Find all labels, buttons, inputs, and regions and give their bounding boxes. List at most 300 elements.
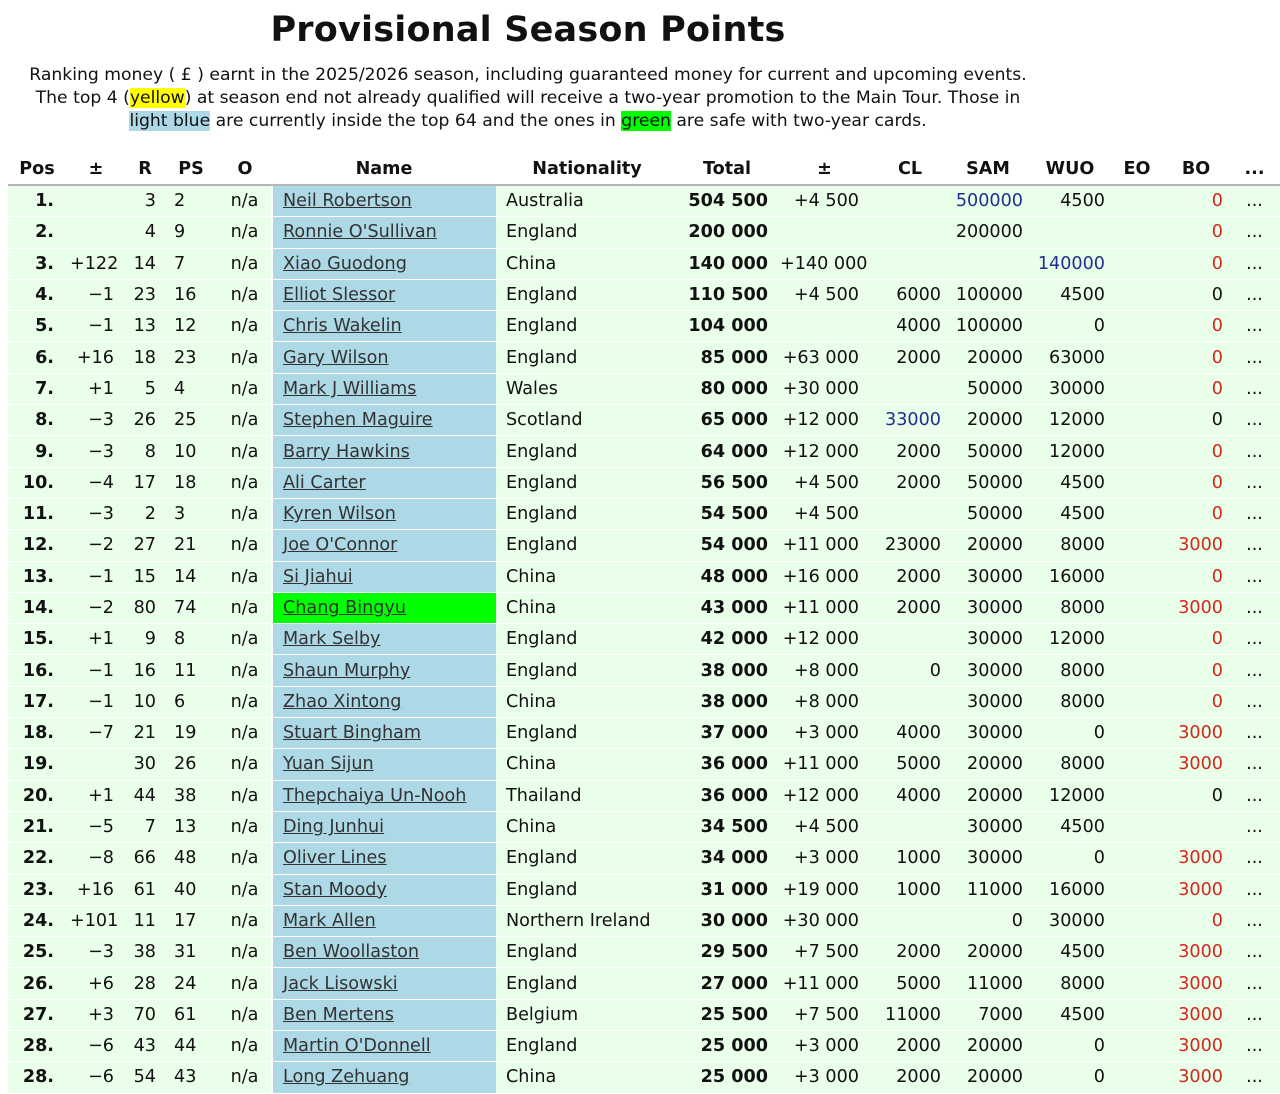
cell-pos: 20. — [8, 780, 66, 811]
cell-cl: 4000 — [873, 780, 947, 811]
cell-bo: 3000 — [1163, 999, 1229, 1030]
cell-more[interactable]: ... — [1229, 749, 1280, 780]
cell-eo — [1111, 279, 1163, 310]
table-row — [8, 718, 1280, 749]
cell-more[interactable]: ... — [1229, 405, 1280, 436]
col-header-total[interactable]: Total — [678, 154, 776, 185]
table-row — [8, 405, 1280, 436]
cell-name — [272, 342, 496, 373]
cell-total: 31 000 — [678, 874, 776, 905]
cell-points-change: +11 000 — [776, 592, 873, 623]
cell-rank-change: −2 — [66, 530, 126, 561]
cell-ps: 19 — [164, 718, 218, 749]
cell-cl — [873, 248, 947, 279]
cell-ps: 38 — [164, 780, 218, 811]
cell-bo: 0 — [1163, 405, 1229, 436]
cell-cl: 1000 — [873, 843, 947, 874]
cell-nationality: China — [496, 811, 678, 842]
cell-eo — [1111, 843, 1163, 874]
player-link[interactable]: Barry Hawkins — [283, 441, 410, 462]
cell-sam: 30000 — [947, 624, 1029, 655]
cell-pos: 7. — [8, 373, 66, 404]
cell-nationality: England — [496, 937, 678, 968]
cell-sam: 30000 — [947, 686, 1029, 717]
cell-cl: 4000 — [873, 311, 947, 342]
cell-nationality: China — [496, 248, 678, 279]
cell-cl: 1000 — [873, 874, 947, 905]
cell-points-change: +12 000 — [776, 405, 873, 436]
cell-name — [272, 624, 496, 655]
cell-ps: 74 — [164, 592, 218, 623]
cell-rank-change: −7 — [66, 718, 126, 749]
cell-more[interactable]: ... — [1229, 937, 1280, 968]
cell-name — [272, 718, 496, 749]
table-row — [8, 1062, 1280, 1093]
col-header-pos[interactable]: Pos — [8, 154, 66, 185]
table-row — [8, 686, 1280, 717]
page-description — [14, 64, 1042, 133]
cell-bo: 0 — [1163, 780, 1229, 811]
cell-rank-change: −1 — [66, 655, 126, 686]
cell-wuo: 0 — [1029, 1031, 1111, 1062]
cell-pos: 24. — [8, 905, 66, 936]
player-link[interactable]: Long Zehuang — [283, 1067, 410, 1088]
cell-cl — [873, 811, 947, 842]
cell-more[interactable]: ... — [1229, 1062, 1280, 1093]
cell-cl: 0 — [873, 655, 947, 686]
cell-more[interactable]: ... — [1229, 373, 1280, 404]
cell-ps: 61 — [164, 999, 218, 1030]
table-row — [8, 217, 1280, 248]
cell-o: n/a — [218, 436, 272, 467]
col-header-bo[interactable]: BO — [1163, 154, 1229, 185]
cell-r: 54 — [126, 1062, 164, 1093]
cell-r: 7 — [126, 811, 164, 842]
cell-pos: 17. — [8, 686, 66, 717]
cell-bo: 3000 — [1163, 937, 1229, 968]
col-header-cl[interactable]: CL — [873, 154, 947, 185]
table-row — [8, 592, 1280, 623]
player-link[interactable]: Joe O'Connor — [283, 535, 398, 556]
cell-bo: 3000 — [1163, 968, 1229, 999]
cell-o: n/a — [218, 217, 272, 248]
cell-name — [272, 968, 496, 999]
cell-rank-change — [66, 749, 126, 780]
cell-name — [272, 373, 496, 404]
cell-ps: 8 — [164, 624, 218, 655]
cell-r: 27 — [126, 530, 164, 561]
cell-rank-change: +16 — [66, 874, 126, 905]
player-link[interactable]: Jack Lisowski — [283, 973, 398, 994]
cell-eo — [1111, 436, 1163, 467]
cell-nationality: England — [496, 1031, 678, 1062]
cell-total: 80 000 — [678, 373, 776, 404]
cell-o: n/a — [218, 1031, 272, 1062]
cell-cl: 2000 — [873, 592, 947, 623]
cell-r: 8 — [126, 436, 164, 467]
cell-sam: 50000 — [947, 467, 1029, 498]
cell-o: n/a — [218, 811, 272, 842]
cell-sam: 200000 — [947, 217, 1029, 248]
cell-ps: 26 — [164, 749, 218, 780]
cell-pos: 25. — [8, 937, 66, 968]
player-link[interactable]: Xiao Guodong — [283, 253, 407, 274]
cell-rank-change: +1 — [66, 373, 126, 404]
col-header-name[interactable]: Name — [272, 154, 496, 185]
player-link[interactable]: Stan Moody — [283, 879, 387, 900]
cell-r: 3 — [126, 185, 164, 217]
cell-more[interactable]: ... — [1229, 217, 1280, 248]
cell-bo: 3000 — [1163, 592, 1229, 623]
cell-total: 65 000 — [678, 405, 776, 436]
cell-rank-change: +101 — [66, 905, 126, 936]
cell-pos: 2. — [8, 217, 66, 248]
cell-rank-change: +3 — [66, 999, 126, 1030]
player-link[interactable]: Ding Junhui — [283, 817, 385, 838]
cell-eo — [1111, 874, 1163, 905]
cell-name — [272, 436, 496, 467]
player-link[interactable]: Zhao Xintong — [283, 691, 402, 712]
player-link[interactable]: Mark Allen — [283, 910, 376, 931]
cell-more[interactable]: ... — [1229, 592, 1280, 623]
cell-nationality: England — [496, 436, 678, 467]
cell-more[interactable]: ... — [1229, 436, 1280, 467]
cell-eo — [1111, 968, 1163, 999]
cell-points-change: +63 000 — [776, 342, 873, 373]
cell-name — [272, 655, 496, 686]
cell-r: 80 — [126, 592, 164, 623]
cell-eo — [1111, 467, 1163, 498]
cell-nationality: Northern Ireland — [496, 905, 678, 936]
cell-more[interactable]: ... — [1229, 624, 1280, 655]
cell-points-change — [776, 217, 873, 248]
cell-total: 27 000 — [678, 968, 776, 999]
cell-more[interactable]: ... — [1229, 530, 1280, 561]
cell-cl: 6000 — [873, 279, 947, 310]
cell-more[interactable]: ... — [1229, 874, 1280, 905]
cell-bo: 0 — [1163, 498, 1229, 529]
cell-points-change: +7 500 — [776, 999, 873, 1030]
cell-name — [272, 279, 496, 310]
player-link[interactable]: Stuart Bingham — [283, 723, 422, 744]
cell-cl: 2000 — [873, 561, 947, 592]
player-link[interactable]: Neil Robertson — [283, 191, 412, 212]
cell-more[interactable]: ... — [1229, 248, 1280, 279]
cell-rank-change: −1 — [66, 279, 126, 310]
player-link[interactable]: Mark Selby — [283, 629, 381, 650]
cell-r: 10 — [126, 686, 164, 717]
player-link[interactable]: Yuan Sijun — [283, 754, 374, 775]
cell-sam: 30000 — [947, 561, 1029, 592]
col-header-points-change[interactable]: ± — [776, 154, 873, 185]
cell-cl: 23000 — [873, 530, 947, 561]
cell-ps: 9 — [164, 217, 218, 248]
cell-wuo: 8000 — [1029, 686, 1111, 717]
cell-ps: 24 — [164, 968, 218, 999]
col-header-o[interactable]: O — [218, 154, 272, 185]
cell-pos: 5. — [8, 311, 66, 342]
cell-more[interactable]: ... — [1229, 780, 1280, 811]
cell-eo — [1111, 217, 1163, 248]
table-row — [8, 248, 1280, 279]
cell-cl: 2000 — [873, 436, 947, 467]
cell-total: 54 000 — [678, 530, 776, 561]
cell-sam: 20000 — [947, 937, 1029, 968]
cell-rank-change: −3 — [66, 405, 126, 436]
cell-more[interactable]: ... — [1229, 999, 1280, 1030]
cell-cl — [873, 686, 947, 717]
cell-eo — [1111, 405, 1163, 436]
cell-wuo: 4500 — [1029, 467, 1111, 498]
watermark — [560, 1044, 730, 1064]
cell-wuo: 8000 — [1029, 592, 1111, 623]
cell-more[interactable]: ... — [1229, 498, 1280, 529]
cell-ps: 18 — [164, 467, 218, 498]
cell-name — [272, 1031, 496, 1062]
cell-points-change: +30 000 — [776, 373, 873, 404]
light-blue-highlight: light blue — [129, 111, 211, 131]
cell-sam: 11000 — [947, 968, 1029, 999]
cell-wuo: 4500 — [1029, 811, 1111, 842]
cell-more[interactable]: ... — [1229, 467, 1280, 498]
cell-cl: 2000 — [873, 1062, 947, 1093]
cell-sam: 20000 — [947, 1062, 1029, 1093]
cell-nationality: Thailand — [496, 780, 678, 811]
cell-cl — [873, 624, 947, 655]
cell-wuo: 12000 — [1029, 624, 1111, 655]
cell-more[interactable]: ... — [1229, 843, 1280, 874]
cell-eo — [1111, 1031, 1163, 1062]
cell-sam: 50000 — [947, 498, 1029, 529]
player-link[interactable]: Shaun Murphy — [283, 660, 411, 681]
cell-r: 13 — [126, 311, 164, 342]
col-header-wuo[interactable]: WUO — [1029, 154, 1111, 185]
player-link[interactable]: Thepchaiya Un-Nooh — [283, 785, 467, 806]
cell-sam: 30000 — [947, 592, 1029, 623]
cell-o: n/a — [218, 498, 272, 529]
col-header-sam[interactable]: SAM — [947, 154, 1029, 185]
cell-o: n/a — [218, 999, 272, 1030]
player-link[interactable]: Gary Wilson — [283, 347, 389, 368]
cell-sam: 50000 — [947, 373, 1029, 404]
player-link[interactable]: Mark J Williams — [283, 378, 417, 399]
table-row — [8, 185, 1280, 217]
player-link[interactable]: Martin O'Donnell — [283, 1036, 431, 1057]
cell-o: n/a — [218, 1062, 272, 1093]
table-row — [8, 874, 1280, 905]
cell-wuo: 4500 — [1029, 498, 1111, 529]
cell-o: n/a — [218, 843, 272, 874]
cell-eo — [1111, 937, 1163, 968]
cell-rank-change: −2 — [66, 592, 126, 623]
cell-total: 200 000 — [678, 217, 776, 248]
cell-cl: 2000 — [873, 342, 947, 373]
cell-points-change: +3 000 — [776, 843, 873, 874]
cell-rank-change: +1 — [66, 624, 126, 655]
cell-o: n/a — [218, 342, 272, 373]
cell-bo: 0 — [1163, 905, 1229, 936]
cell-points-change: +16 000 — [776, 561, 873, 592]
col-header-nationality[interactable]: Nationality — [496, 154, 678, 185]
player-link[interactable]: Chris Wakelin — [283, 316, 402, 337]
cell-r: 14 — [126, 248, 164, 279]
description-text-2: ) at season end not already qualified will receive a two-year promotion to the Main Tour. Those in — [184, 88, 1021, 108]
player-link[interactable]: Si Jiahui — [283, 566, 353, 587]
cell-r: 18 — [126, 342, 164, 373]
cell-eo — [1111, 749, 1163, 780]
cell-more[interactable]: ... — [1229, 311, 1280, 342]
player-link[interactable]: Oliver Lines — [283, 848, 387, 869]
cell-rank-change: −3 — [66, 436, 126, 467]
cell-rank-change: +122 — [66, 248, 126, 279]
cell-more[interactable]: ... — [1229, 655, 1280, 686]
cell-name — [272, 592, 496, 623]
cell-wuo: 4500 — [1029, 937, 1111, 968]
cell-bo: 0 — [1163, 373, 1229, 404]
cell-r: 44 — [126, 780, 164, 811]
cell-name — [272, 311, 496, 342]
cell-o: n/a — [218, 686, 272, 717]
cell-nationality: Scotland — [496, 405, 678, 436]
cell-more[interactable]: ... — [1229, 686, 1280, 717]
player-link[interactable]: Ronnie O'Sullivan — [283, 222, 437, 243]
cell-ps: 14 — [164, 561, 218, 592]
cell-rank-change: −1 — [66, 311, 126, 342]
cell-bo: 0 — [1163, 311, 1229, 342]
cell-name — [272, 843, 496, 874]
col-header-more[interactable]: ... — [1229, 154, 1280, 185]
cell-wuo: 30000 — [1029, 373, 1111, 404]
cell-sam: 500000 — [947, 185, 1029, 217]
table-row — [8, 342, 1280, 373]
cell-cl: 5000 — [873, 749, 947, 780]
cell-cl — [873, 905, 947, 936]
cell-nationality: England — [496, 311, 678, 342]
cell-more[interactable]: ... — [1229, 811, 1280, 842]
cell-rank-change: −6 — [66, 1031, 126, 1062]
cell-nationality: England — [496, 217, 678, 248]
cell-bo: 0 — [1163, 279, 1229, 310]
cell-pos: 13. — [8, 561, 66, 592]
table-row — [8, 749, 1280, 780]
cell-points-change: +8 000 — [776, 655, 873, 686]
cell-eo — [1111, 342, 1163, 373]
cell-more[interactable]: ... — [1229, 561, 1280, 592]
cell-more[interactable]: ... — [1229, 342, 1280, 373]
cell-eo — [1111, 592, 1163, 623]
cell-r: 17 — [126, 467, 164, 498]
player-link[interactable]: Kyren Wilson — [283, 504, 396, 525]
cell-rank-change: −6 — [66, 1062, 126, 1093]
player-link[interactable]: Ben Woollaston — [283, 942, 420, 963]
cell-sam: 100000 — [947, 279, 1029, 310]
cell-nationality: Australia — [496, 185, 678, 217]
cell-points-change: +4 500 — [776, 279, 873, 310]
cell-nationality: England — [496, 874, 678, 905]
player-link[interactable]: Ali Carter — [283, 472, 366, 493]
cell-bo: 3000 — [1163, 874, 1229, 905]
player-link[interactable]: Stephen Maguire — [283, 410, 433, 431]
cell-total: 56 500 — [678, 467, 776, 498]
cell-points-change: +4 500 — [776, 498, 873, 529]
cell-bo: 0 — [1163, 561, 1229, 592]
player-link[interactable]: Elliot Slessor — [283, 285, 396, 306]
cell-bo: 3000 — [1163, 530, 1229, 561]
cell-sam: 20000 — [947, 405, 1029, 436]
cell-sam — [947, 248, 1029, 279]
col-header-ps[interactable]: PS — [164, 154, 218, 185]
cell-ps: 10 — [164, 436, 218, 467]
cell-eo — [1111, 780, 1163, 811]
col-header-r[interactable]: R — [126, 154, 164, 185]
cell-name — [272, 248, 496, 279]
cell-nationality: China — [496, 592, 678, 623]
cell-more[interactable]: ... — [1229, 279, 1280, 310]
cell-r: 21 — [126, 718, 164, 749]
cell-sam: 20000 — [947, 530, 1029, 561]
col-header-eo[interactable]: EO — [1111, 154, 1163, 185]
cell-bo: 0 — [1163, 686, 1229, 717]
cell-nationality: England — [496, 655, 678, 686]
cell-nationality: England — [496, 467, 678, 498]
table-row — [8, 311, 1280, 342]
cell-name — [272, 937, 496, 968]
cell-sam: 11000 — [947, 874, 1029, 905]
col-header-rank-change[interactable]: ± — [66, 154, 126, 185]
cell-total: 43 000 — [678, 592, 776, 623]
player-link[interactable]: Ben Mertens — [283, 1004, 394, 1025]
cell-total: 64 000 — [678, 436, 776, 467]
cell-cl — [873, 498, 947, 529]
cell-bo: 0 — [1163, 624, 1229, 655]
cell-rank-change: −5 — [66, 811, 126, 842]
table-row — [8, 436, 1280, 467]
cell-points-change: +12 000 — [776, 436, 873, 467]
cell-bo — [1163, 811, 1229, 842]
cell-more[interactable]: ... — [1229, 185, 1280, 217]
cell-eo — [1111, 530, 1163, 561]
cell-total: 38 000 — [678, 686, 776, 717]
cell-sam: 100000 — [947, 311, 1029, 342]
cell-more[interactable]: ... — [1229, 905, 1280, 936]
cell-rank-change: −3 — [66, 498, 126, 529]
cell-r: 16 — [126, 655, 164, 686]
cell-name — [272, 530, 496, 561]
cell-total: 29 500 — [678, 937, 776, 968]
cell-more[interactable]: ... — [1229, 1031, 1280, 1062]
cell-eo — [1111, 185, 1163, 217]
cell-wuo: 8000 — [1029, 530, 1111, 561]
description-text-3: are currently inside the top 64 and the ones in — [210, 111, 622, 131]
cell-rank-change: −8 — [66, 843, 126, 874]
player-link[interactable]: Chang Bingyu — [283, 598, 406, 618]
cell-o: n/a — [218, 874, 272, 905]
cell-r: 9 — [126, 624, 164, 655]
cell-bo: 3000 — [1163, 1062, 1229, 1093]
cell-rank-change: −1 — [66, 561, 126, 592]
cell-wuo: 16000 — [1029, 561, 1111, 592]
cell-ps: 23 — [164, 342, 218, 373]
cell-name — [272, 1062, 496, 1093]
cell-o: n/a — [218, 530, 272, 561]
cell-pos: 4. — [8, 279, 66, 310]
cell-bo: 0 — [1163, 217, 1229, 248]
cell-o: n/a — [218, 937, 272, 968]
cell-more[interactable]: ... — [1229, 718, 1280, 749]
cell-more[interactable]: ... — [1229, 968, 1280, 999]
cell-wuo: 30000 — [1029, 905, 1111, 936]
cell-name — [272, 780, 496, 811]
